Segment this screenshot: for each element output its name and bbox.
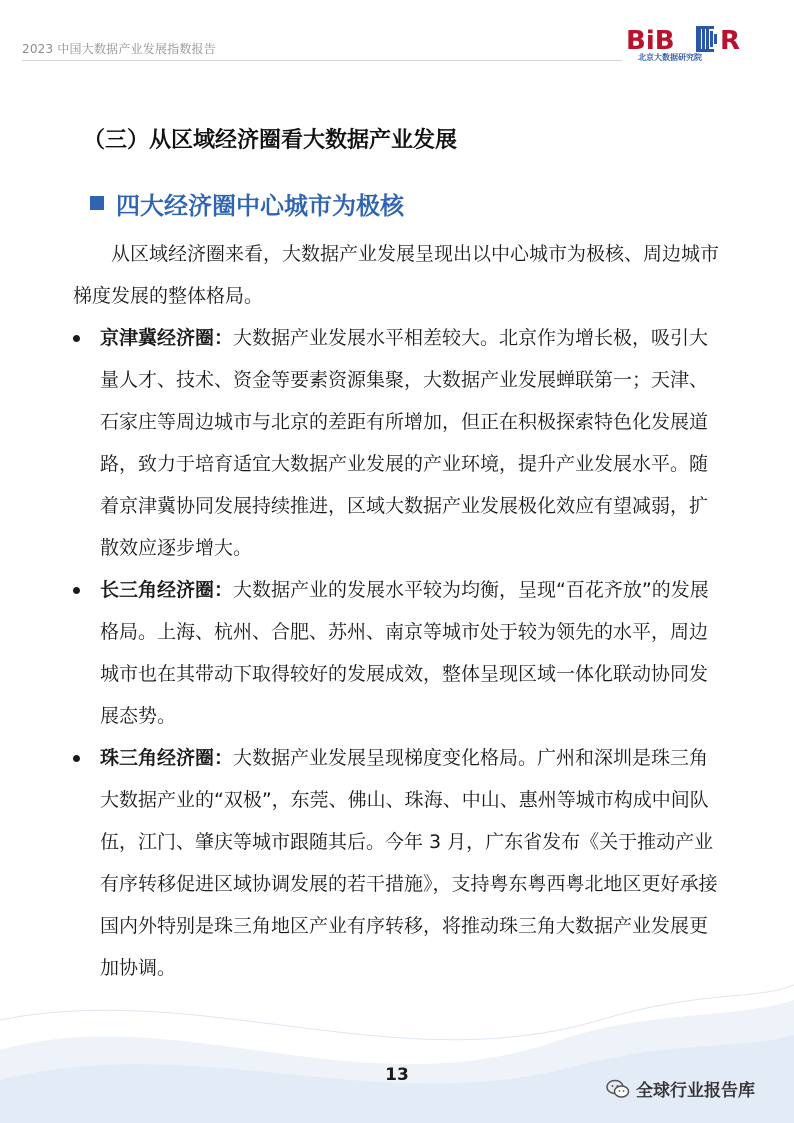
list-item-term: 珠三角经济圈： <box>100 747 234 769</box>
logo-subtitle: 北京大数据研究院 <box>638 53 702 62</box>
list-item <box>73 569 723 737</box>
intro-paragraph: 从区域经济圈来看，大数据产业发展呈现出以中心城市为极核、周边城市梯度发展的整体格局。 <box>73 243 720 307</box>
page-number: 13 <box>385 1065 409 1085</box>
wechat-icon <box>606 1078 630 1100</box>
bullet-dot-icon <box>73 587 80 594</box>
sub-heading <box>90 185 404 221</box>
svg-text:BiB: BiB <box>626 26 675 56</box>
list-item-text: 大数据产业发展呈现梯度变化格局。广州和深圳是珠三角大数据产业的“双极”，东莞、佛山、珠海、中山、惠州等城市构成中间队伍，江门、肇庆等城市跟随其后。今年 3 月，广东省发布《关于推动产业有序转移促进区域协调发展的若干措施》，支持粤东粤西粤北地区更好承接国内外特别是珠三角地区产业有序转移，将推动珠三角大数据产业发展更加协调。 <box>100 747 718 979</box>
bullet-dot-icon <box>73 755 80 762</box>
economic-circle-list <box>73 317 723 989</box>
header-title: 2023 中国大数据产业发展指数报告 <box>22 42 216 56</box>
list-item-text: 大数据产业发展水平相差较大。北京作为增长极，吸引大量人才、技术、资金等要素资源集聚，大数据产业发展蝉联第一；天津、石家庄等周边城市与北京的差距有所增加，但正在积极探索特色化发展道路，致力于培育适宜大数据产业发展的产业环境，提升产业发展水平。随着京津冀协同发展持续推进，区域大数据产业发展极化效应有望减弱，扩散效应逐步增大。 <box>100 327 709 559</box>
sub-heading-text: 四大经济圈中心城市为极核 <box>116 191 404 220</box>
header-divider <box>22 60 622 61</box>
page-header <box>0 0 794 66</box>
body-content <box>73 233 723 989</box>
square-bullet-icon <box>90 196 104 210</box>
bibdr-logo <box>626 24 762 64</box>
list-item <box>73 317 723 569</box>
bibdr-logo-graphic <box>626 24 762 64</box>
list-item <box>73 737 723 989</box>
list-item-text: 大数据产业的发展水平较为均衡，呈现“百花齐放”的发展格局。上海、杭州、合肥、苏州、南京等城市处于较为领先的水平，周边城市也在其带动下取得较好的发展成效，整体呈现区域一体化联动协同发展态势。 <box>100 579 709 727</box>
list-item-term: 长三角经济圈： <box>100 579 234 601</box>
watermark-text: 全球行业报告库 <box>636 1081 755 1101</box>
section-title: （三）从区域经济圈看大数据产业发展 <box>83 128 458 153</box>
list-item-term: 京津冀经济圈： <box>100 327 234 349</box>
svg-text:R: R <box>720 26 741 56</box>
bullet-dot-icon <box>73 335 80 342</box>
watermark <box>606 1076 755 1101</box>
